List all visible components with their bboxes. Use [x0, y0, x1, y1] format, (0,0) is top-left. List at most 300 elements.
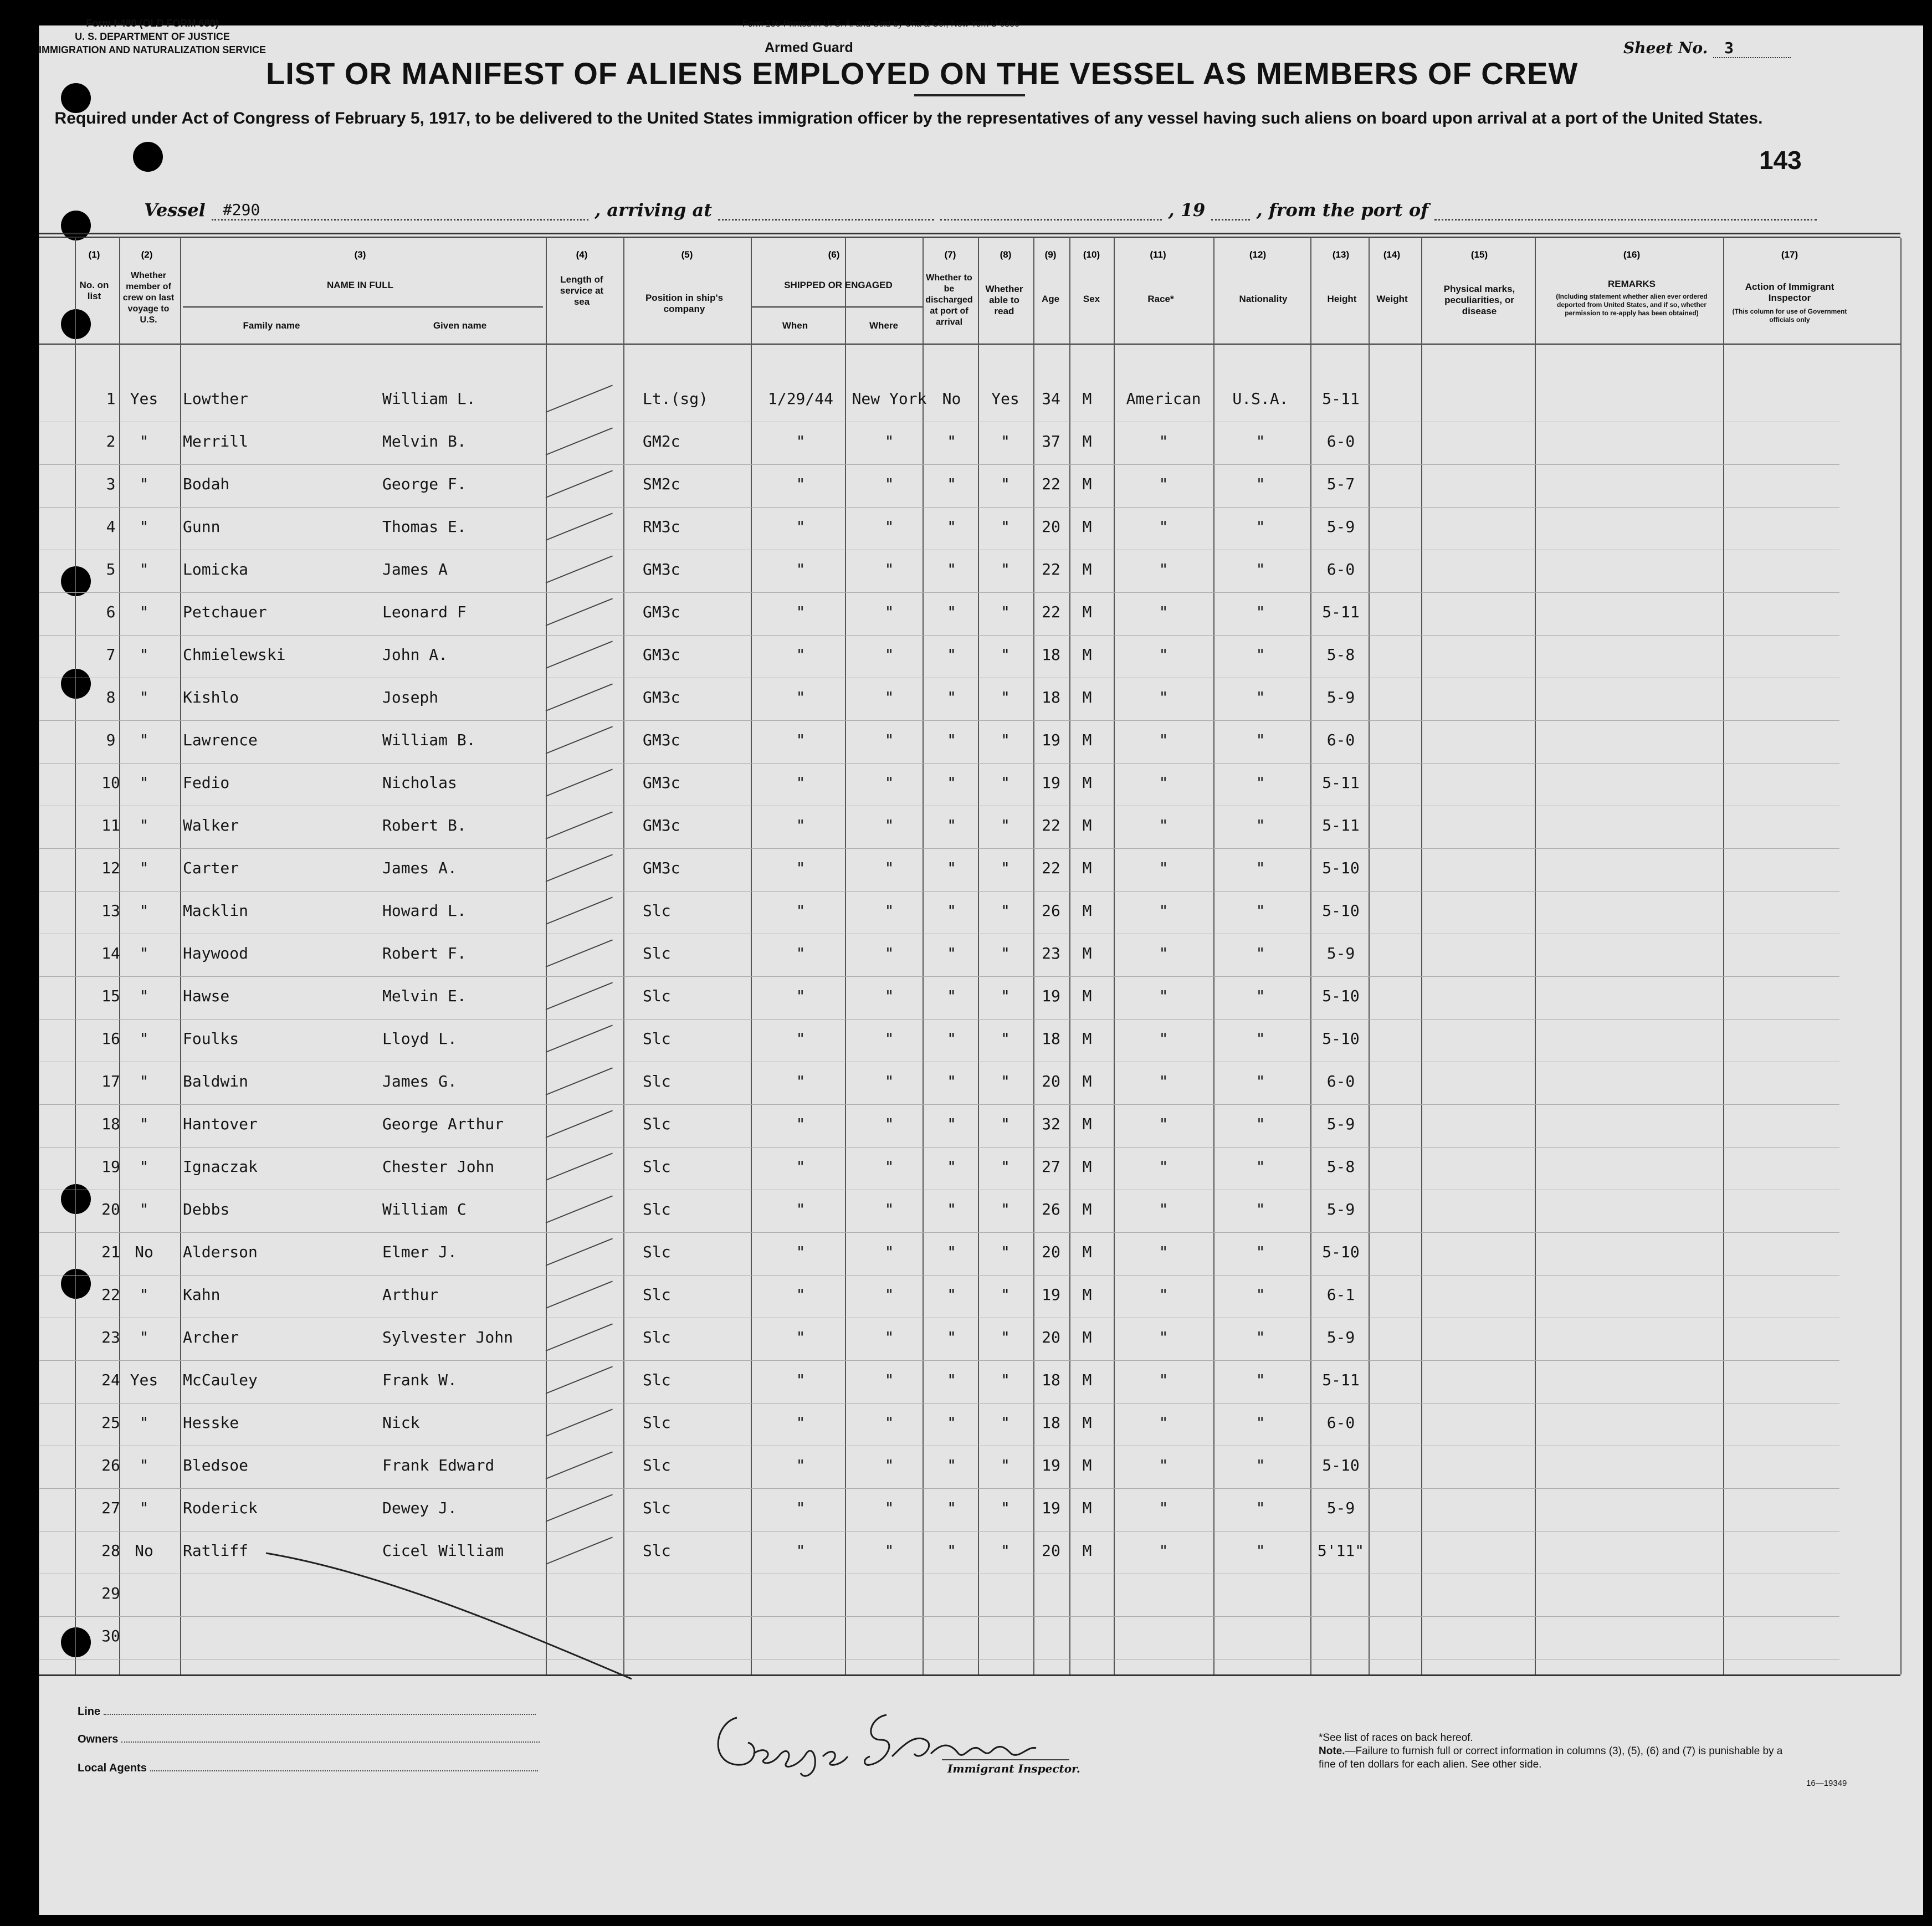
cell-position: GM3c [643, 646, 680, 664]
owners-field [78, 1733, 540, 1746]
cell-height: 6-0 [1326, 1072, 1355, 1090]
cell-race: " [1159, 987, 1169, 1005]
cell-able-to-read: " [1001, 1499, 1010, 1517]
cell-able-to-read: " [1001, 901, 1010, 920]
cell-family-name: Gunn [183, 518, 221, 536]
cell-family-name: Hantover [183, 1115, 258, 1133]
cell-race: " [1159, 901, 1169, 920]
cell-given-name: Joseph [382, 688, 439, 706]
cell-when: 1/29/44 [767, 390, 833, 408]
sheet-number-label: Sheet No. [1623, 39, 1708, 57]
cell-discharged: " [947, 518, 956, 536]
cell-height: 5-11 [1322, 1371, 1360, 1389]
inspector-line [942, 1759, 1069, 1760]
cell-family-name: Debbs [183, 1200, 230, 1218]
cell-sex: M [1082, 1328, 1092, 1346]
col-number: (4) [576, 249, 588, 260]
owners-blank [121, 1741, 540, 1743]
cell-height: 5-9 [1326, 1499, 1355, 1517]
cell-family-name: Lomicka [183, 560, 249, 578]
cell-height: 5-9 [1326, 1328, 1355, 1346]
cell-able-to-read: " [1001, 1541, 1010, 1560]
cell-family-name: Kishlo [183, 688, 239, 706]
cell-nationality: " [1255, 1157, 1265, 1176]
cell-discharged: " [947, 1157, 956, 1176]
cell-nationality: " [1255, 987, 1265, 1005]
cell-crew-member: " [139, 1456, 149, 1474]
cell-given-name: Cicel William [382, 1541, 504, 1560]
cell-discharged: " [947, 603, 956, 621]
cell-height: 5-10 [1322, 1029, 1360, 1048]
cell-where: " [884, 901, 894, 920]
cell-no: 7 [106, 646, 116, 664]
cell-age: 22 [1042, 859, 1060, 877]
cell-position: Slc [643, 1371, 671, 1389]
cell-family-name: Archer [183, 1328, 239, 1346]
cell-age: 19 [1042, 1456, 1060, 1474]
agents-label: Local Agents [78, 1762, 147, 1774]
cell-no: 16 [101, 1029, 120, 1048]
cell-crew-member: " [139, 1499, 149, 1517]
cell-position: GM2c [643, 432, 680, 450]
cell-given-name: James A. [382, 859, 457, 877]
cell-where: " [884, 1115, 894, 1133]
cell-position: SM2c [643, 475, 680, 493]
cell-no: 3 [106, 475, 116, 493]
inspector-label: Immigrant Inspector. [947, 1762, 1080, 1775]
cell-nationality: " [1255, 1200, 1265, 1218]
cell-where: " [884, 1285, 894, 1304]
cell-family-name: Lawrence [183, 731, 258, 749]
cell-crew-member: " [139, 816, 149, 834]
cell-family-name: Carter [183, 859, 239, 877]
cell-height: 5-10 [1322, 1456, 1360, 1474]
cell-sex: M [1082, 1029, 1092, 1048]
cell-when: " [796, 646, 806, 664]
cell-family-name: Merrill [183, 432, 249, 450]
cell-given-name: George Arthur [382, 1115, 504, 1133]
legal-requirement-text: Required under Act of Congress of February 5, 1917, to be delivered to the United States immigration officer by the representatives of any vessel having such aliens on board upon arrival at a port of the United States. [54, 109, 1763, 127]
cell-position: Slc [643, 1243, 671, 1261]
cell-sex: M [1082, 859, 1092, 877]
cell-when: " [796, 816, 806, 834]
cell-given-name: James G. [382, 1072, 457, 1090]
cell-race: " [1159, 646, 1169, 664]
form-stamp: 16—19349 [1806, 1779, 1847, 1788]
cell-family-name: Lowther [183, 390, 249, 408]
cell-no: 29 [101, 1584, 120, 1602]
cell-height: 5-10 [1322, 859, 1360, 877]
cell-able-to-read: " [1001, 1157, 1010, 1176]
cell-race: " [1159, 816, 1169, 834]
cell-no: 1 [106, 390, 116, 408]
cell-when: " [796, 1243, 806, 1261]
cell-race: " [1159, 688, 1169, 706]
col-number: (2) [141, 249, 153, 260]
cell-nationality: " [1255, 901, 1265, 920]
cell-able-to-read: " [1001, 1029, 1010, 1048]
cell-no: 23 [101, 1328, 120, 1346]
cell-given-name: George F. [382, 475, 467, 493]
cell-age: 19 [1042, 731, 1060, 749]
cell-able-to-read: " [1001, 1072, 1010, 1090]
col-number: (16) [1623, 249, 1641, 260]
cell-position: GM3c [643, 731, 680, 749]
cell-sex: M [1082, 1413, 1092, 1432]
cell-discharged: " [947, 1328, 956, 1346]
cell-no: 2 [106, 432, 116, 450]
cell-given-name: Arthur [382, 1285, 439, 1304]
cell-race: " [1159, 1371, 1169, 1389]
cell-discharged: " [947, 1285, 956, 1304]
cell-age: 22 [1042, 603, 1060, 621]
cell-height: 5-9 [1326, 1200, 1355, 1218]
cell-height: 5-11 [1322, 774, 1360, 792]
cell-height: 5-8 [1326, 1157, 1355, 1176]
cell-given-name: Frank W. [382, 1371, 457, 1389]
cell-nationality: " [1255, 560, 1265, 578]
cell-family-name: Fedio [183, 774, 230, 792]
cell-given-name: Elmer J. [382, 1243, 457, 1261]
cell-family-name: Bodah [183, 475, 230, 493]
cell-discharged: " [947, 901, 956, 920]
cell-when: " [796, 432, 806, 450]
col-number: (17) [1781, 249, 1798, 260]
cell-when: " [796, 1115, 806, 1133]
cell-family-name: Macklin [183, 901, 249, 920]
cell-where: " [884, 987, 894, 1005]
cell-height: 6-1 [1326, 1285, 1355, 1304]
cell-nationality: " [1255, 1328, 1265, 1346]
cell-where: " [884, 1029, 894, 1048]
cell-age: 20 [1042, 1243, 1060, 1261]
cell-no: 5 [106, 560, 116, 578]
cell-crew-member: " [139, 1200, 149, 1218]
cell-given-name: William C [382, 1200, 467, 1218]
arriving-label: , arriving at [595, 199, 713, 221]
cell-nationality: " [1255, 1029, 1265, 1048]
cell-age: 18 [1042, 688, 1060, 706]
vessel-label: Vessel [144, 199, 206, 221]
cell-discharged: " [947, 1541, 956, 1560]
cell-discharged: " [947, 1243, 956, 1261]
cell-when: " [796, 1371, 806, 1389]
cell-given-name: William L. [382, 390, 476, 408]
cell-no: 24 [101, 1371, 120, 1389]
cell-sex: M [1082, 1371, 1092, 1389]
cell-sex: M [1082, 432, 1092, 450]
note-text: —Failure to furnish full or correct information in columns (3), (5), (6) and (7) is punishable by a fine of ten dollars for each alien. See other side. [1319, 1745, 1783, 1770]
cell-nationality: " [1255, 646, 1265, 664]
cell-height: 6-0 [1326, 432, 1355, 450]
col-number: (3) [354, 249, 366, 260]
header-age: Age [1041, 294, 1060, 304]
cell-position: Slc [643, 1285, 671, 1304]
cell-given-name: Sylvester John [382, 1328, 514, 1346]
cell-where: " [884, 1328, 894, 1346]
cell-sex: M [1082, 1200, 1092, 1218]
cell-nationality: " [1255, 1499, 1265, 1517]
header-action: Action of Immigrant Inspector [1745, 281, 1834, 303]
cell-when: " [796, 1200, 806, 1218]
year-label: , 19 [1168, 199, 1206, 221]
cell-able-to-read: " [1001, 603, 1010, 621]
cell-no: 20 [101, 1200, 120, 1218]
cell-height: 6-0 [1326, 1413, 1355, 1432]
cell-position: Slc [643, 944, 671, 962]
cell-race: " [1159, 432, 1169, 450]
header-family-name: Family name [243, 320, 300, 331]
cell-given-name: Nick [382, 1413, 420, 1432]
cell-nationality: " [1255, 688, 1265, 706]
cell-nationality: " [1255, 1243, 1265, 1261]
cell-nationality: " [1255, 1413, 1265, 1432]
cell-where: " [884, 1072, 894, 1090]
col-number: (15) [1470, 249, 1488, 260]
cell-discharged: " [947, 688, 956, 706]
cell-age: 20 [1042, 1072, 1060, 1090]
cell-crew-member: " [139, 688, 149, 706]
cell-position: Slc [643, 1413, 671, 1432]
cell-age: 22 [1042, 816, 1060, 834]
cell-no: 14 [101, 944, 120, 962]
cell-given-name: James A [382, 560, 448, 578]
cell-crew-member: " [139, 475, 149, 493]
cell-when: " [796, 731, 806, 749]
cell-given-name: William B. [382, 731, 476, 749]
cell-where: " [884, 475, 894, 493]
col-number: (5) [681, 249, 693, 260]
cell-when: " [796, 1285, 806, 1304]
cell-position: Slc [643, 1328, 671, 1346]
cell-able-to-read: Yes [991, 390, 1019, 408]
cell-discharged: " [947, 1499, 956, 1517]
cell-discharged: " [947, 731, 956, 749]
header-remarks: REMARKS [1608, 279, 1656, 289]
cell-family-name: McCauley [183, 1371, 258, 1389]
cell-family-name: Ignaczak [183, 1157, 258, 1176]
cell-nationality: " [1255, 1371, 1265, 1389]
cell-position: Slc [643, 901, 671, 920]
cell-race: " [1159, 1200, 1169, 1218]
cell-crew-member: " [139, 603, 149, 621]
cell-nationality: " [1255, 475, 1265, 493]
cell-no: 18 [101, 1115, 120, 1133]
cell-nationality: " [1255, 432, 1265, 450]
cell-when: " [796, 1541, 806, 1560]
cell-race: " [1159, 1328, 1169, 1346]
cell-height: 5-10 [1322, 987, 1360, 1005]
cell-crew-member: " [139, 1115, 149, 1133]
cell-no: 10 [101, 774, 120, 792]
cell-no: 28 [101, 1541, 120, 1560]
cell-sex: M [1082, 1157, 1092, 1176]
cell-given-name: Chester John [382, 1157, 495, 1176]
cell-where: " [884, 1200, 894, 1218]
header-shipped: SHIPPED OR ENGAGED [784, 280, 893, 290]
header-discharged: Whether to be discharged at port of arrival [925, 273, 973, 327]
cell-position: Slc [643, 1115, 671, 1133]
cell-where: " [884, 1541, 894, 1560]
cell-when: " [796, 1328, 806, 1346]
cell-given-name: Melvin B. [382, 432, 467, 450]
cell-able-to-read: " [1001, 646, 1010, 664]
cell-family-name: Chmielewski [183, 646, 286, 664]
note-label: Note. [1319, 1745, 1345, 1757]
header-no-on-list: No. on list [79, 280, 109, 301]
cell-age: 20 [1042, 518, 1060, 536]
cell-race: " [1159, 1541, 1169, 1560]
cell-height: 5-9 [1326, 1115, 1355, 1133]
cell-discharged: " [947, 1371, 956, 1389]
cell-discharged: " [947, 1456, 956, 1474]
cell-nationality: " [1255, 944, 1265, 962]
cell-race: " [1159, 475, 1169, 493]
cell-position: Slc [643, 1541, 671, 1560]
cell-no: 8 [106, 688, 116, 706]
cell-family-name: Baldwin [183, 1072, 249, 1090]
header-remarks-sub: (Including statement whether alien ever ordered deported from United States, and if so, whether permission to re-apply has been obtained) [1556, 293, 1708, 317]
cell-sex: M [1082, 944, 1092, 962]
cell-position: RM3c [643, 518, 680, 536]
cell-when: " [796, 688, 806, 706]
cell-crew-member: " [139, 1029, 149, 1048]
cell-where: " [884, 944, 894, 962]
cell-family-name: Alderson [183, 1243, 258, 1261]
cell-position: Lt.(sg) [643, 390, 709, 408]
cell-sex: M [1082, 816, 1092, 834]
cell-family-name: Foulks [183, 1029, 239, 1048]
cell-family-name: Haywood [183, 944, 249, 962]
cell-when: " [796, 859, 806, 877]
cell-no: 22 [101, 1285, 120, 1304]
cell-height: 5'11" [1317, 1541, 1365, 1560]
cell-given-name: John A. [382, 646, 448, 664]
cell-sex: M [1082, 1499, 1092, 1517]
cell-nationality: " [1255, 859, 1265, 877]
cell-given-name: Thomas E. [382, 518, 467, 536]
cell-able-to-read: " [1001, 731, 1010, 749]
cell-family-name: Walker [183, 816, 239, 834]
cell-nationality: " [1255, 1115, 1265, 1133]
header-race: Race* [1147, 294, 1174, 304]
cell-height: 6-0 [1326, 560, 1355, 578]
cell-able-to-read: " [1001, 859, 1010, 877]
armed-guard-label: Armed Guard [765, 40, 853, 55]
cell-given-name: Lloyd L. [382, 1029, 457, 1048]
line-blank [104, 1714, 536, 1715]
cell-discharged: " [947, 560, 956, 578]
cell-age: 19 [1042, 774, 1060, 792]
cell-where: " [884, 774, 894, 792]
cell-discharged: " [947, 816, 956, 834]
cell-height: 5-10 [1322, 1243, 1360, 1261]
cell-race: " [1159, 731, 1169, 749]
footnote [1319, 1732, 1795, 1771]
cell-nationality: " [1255, 603, 1265, 621]
cell-sex: M [1082, 774, 1092, 792]
cell-sex: M [1082, 688, 1092, 706]
cell-no: 26 [101, 1456, 120, 1474]
cell-discharged: " [947, 432, 956, 450]
cell-able-to-read: " [1001, 987, 1010, 1005]
cell-age: 27 [1042, 1157, 1060, 1176]
cell-given-name: Leonard F [382, 603, 467, 621]
cell-where: " [884, 1499, 894, 1517]
cell-given-name: Robert F. [382, 944, 467, 962]
cell-discharged: " [947, 859, 956, 877]
cell-race: " [1159, 774, 1169, 792]
cell-nationality: " [1255, 816, 1265, 834]
cell-where: New York [852, 390, 927, 408]
cell-able-to-read: " [1001, 944, 1010, 962]
cell-sex: M [1082, 731, 1092, 749]
col-number: (7) [944, 249, 956, 260]
cell-no: 19 [101, 1157, 120, 1176]
cell-sex: M [1082, 1456, 1092, 1474]
cell-crew-member: " [139, 646, 149, 664]
cell-able-to-read: " [1001, 1115, 1010, 1133]
cell-height: 5-9 [1326, 688, 1355, 706]
cell-position: GM3c [643, 688, 680, 706]
cell-age: 18 [1042, 1371, 1060, 1389]
cell-where: " [884, 518, 894, 536]
cell-age: 18 [1042, 646, 1060, 664]
cell-when: " [796, 901, 806, 920]
cell-family-name: Ratliff [183, 1541, 249, 1560]
cell-able-to-read: " [1001, 1285, 1010, 1304]
cell-age: 32 [1042, 1115, 1060, 1133]
cell-crew-member: " [139, 859, 149, 877]
cell-crew-member: Yes [130, 390, 158, 408]
cell-age: 18 [1042, 1413, 1060, 1432]
cell-discharged: " [947, 1072, 956, 1090]
header-able-to-read: Whether able to read [985, 284, 1023, 316]
cell-age: 19 [1042, 987, 1060, 1005]
races-note: *See list of races on back hereof. [1319, 1732, 1473, 1744]
cell-when: " [796, 1029, 806, 1048]
col-number: (13) [1332, 249, 1350, 260]
header-given-name: Given name [433, 320, 487, 331]
cell-able-to-read: " [1001, 1371, 1010, 1389]
cell-given-name: Robert B. [382, 816, 467, 834]
cell-where: " [884, 859, 894, 877]
cell-when: " [796, 774, 806, 792]
cell-height: 5-11 [1322, 390, 1360, 408]
cell-age: 34 [1042, 390, 1060, 408]
cell-nationality: " [1255, 1456, 1265, 1474]
cell-sex: M [1082, 603, 1092, 621]
cell-able-to-read: " [1001, 1456, 1010, 1474]
cell-race: " [1159, 1456, 1169, 1474]
cell-position: Slc [643, 1200, 671, 1218]
cell-where: " [884, 1371, 894, 1389]
cell-height: 6-0 [1326, 731, 1355, 749]
cell-race: " [1159, 1285, 1169, 1304]
header-weight: Weight [1376, 294, 1408, 304]
cell-crew-member: Yes [130, 1371, 158, 1389]
cell-sex: M [1082, 1541, 1092, 1560]
col-number: (10) [1083, 249, 1100, 260]
cell-position: Slc [643, 1499, 671, 1517]
cell-discharged: " [947, 475, 956, 493]
cell-position: Slc [643, 1072, 671, 1090]
cell-crew-member: " [139, 1413, 149, 1432]
cell-race: " [1159, 1157, 1169, 1176]
cell-position: Slc [643, 987, 671, 1005]
header-action-sub: (This column for use of Government officials only [1732, 308, 1847, 324]
cell-sex: M [1082, 646, 1092, 664]
